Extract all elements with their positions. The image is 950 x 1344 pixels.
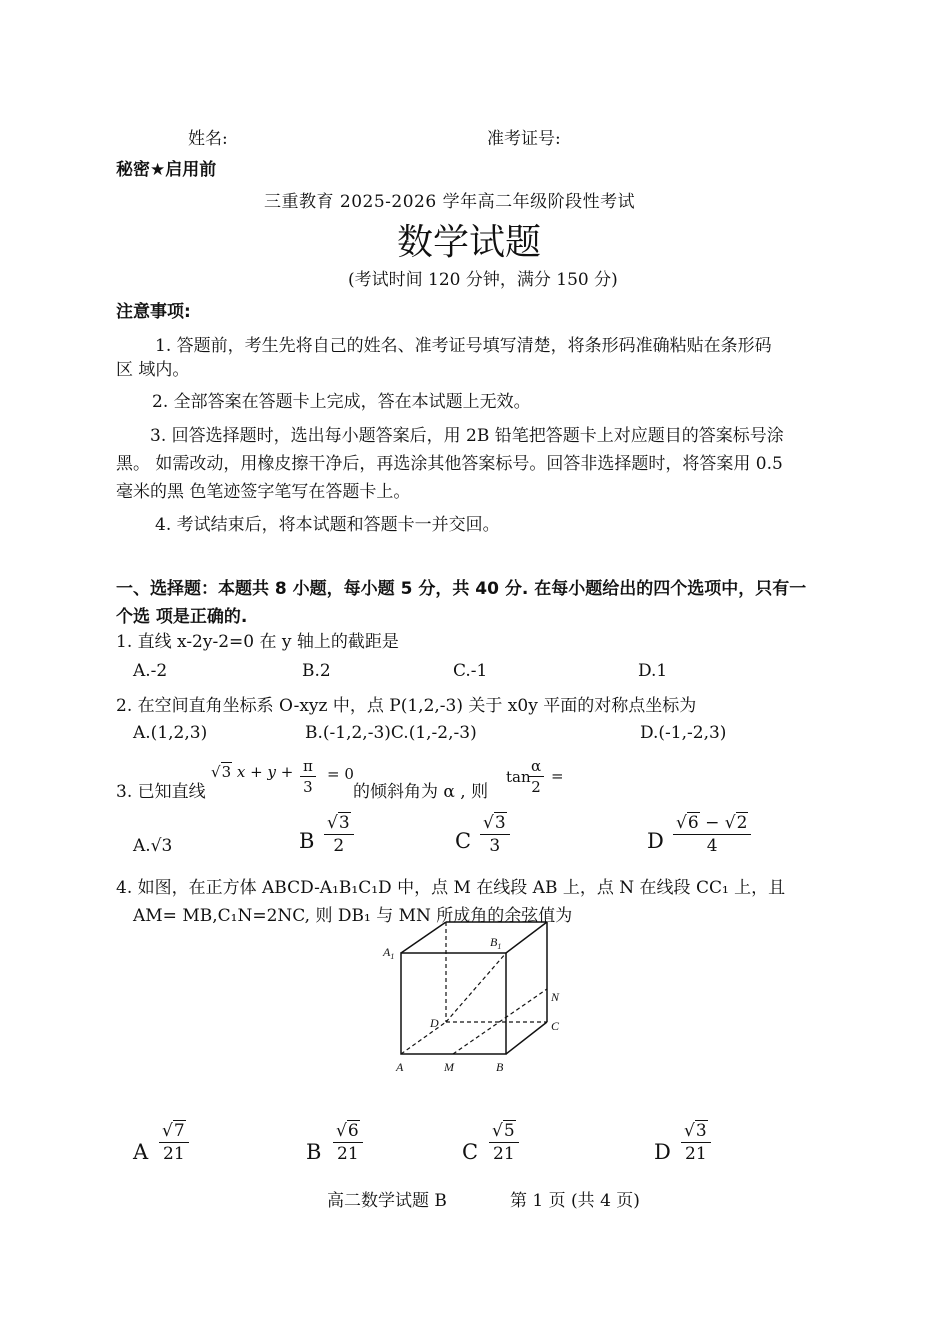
q4-b-denominator: 21 — [337, 1144, 359, 1164]
q3-c-numerator: 3 — [494, 813, 506, 833]
edge-a-d-hidden — [401, 1022, 446, 1054]
label-m: M — [444, 1060, 454, 1074]
q3-eq-three: 3 — [303, 778, 313, 796]
q1-option-b: B.2 — [302, 661, 331, 681]
q3-tan-denominator: 2 — [531, 778, 541, 796]
notice-title: 注意事项: — [116, 302, 191, 322]
q3-d-minus: − — [699, 813, 725, 833]
q3-d-numerator2: 2 — [736, 813, 748, 833]
notice-item-3-line3: 毫米的黑 色笔迹签字笔写在答题卡上。 — [116, 482, 411, 502]
notice-item-4: 4. 考试结束后，将本试题和答题卡一并交回。 — [155, 515, 500, 535]
name-label: 姓名: — [188, 129, 228, 149]
exam-id-label: 准考证号: — [487, 129, 561, 149]
q4-option-c-letter: C — [462, 1140, 479, 1164]
notice-item-3-line1: 3. 回答选择题时，选出每小题答案后，用 2B 铅笔把答题卡上对应题目的答案标号涂 — [150, 426, 784, 446]
exam-title: 三重教育 2025-2026 学年高二年级阶段性考试 — [264, 192, 636, 212]
q3-eq-x: x — [236, 763, 246, 781]
q1-option-c: C.-1 — [453, 661, 488, 681]
q3-option-c-letter: C — [455, 829, 472, 853]
notice-item-3-line2: 黑。 如需改动，用橡皮擦干净后，再选涂其他答案标号。回答非选择题时，将答案用 0.5 — [116, 454, 783, 474]
edge-b-c — [506, 1022, 547, 1054]
q3-stem-prefix: 3. 已知直线 — [116, 782, 206, 802]
q3-tan-numerator: α — [528, 757, 544, 777]
q3-stem-middle: 的倾斜角为 α , 则 — [353, 782, 489, 802]
q4-option-b-fraction: $\frac{√6}{21}$ — [333, 1121, 363, 1164]
q1-option-d: D.1 — [638, 661, 668, 681]
exam-duration: (考试时间 120 分钟，满分 150 分) — [348, 270, 618, 290]
q4-stem-line1: 4. 如图，在正方体 ABCD-A₁B₁C₁D 中，点 M 在线段 AB 上，点 N 在线段 CC₁ 上，且 — [116, 878, 786, 898]
q3-eq-plus2: + — [280, 763, 294, 781]
q3-tan-equals: = — [551, 767, 564, 785]
q4-option-b-letter: B — [306, 1140, 322, 1164]
q4-option-c-fraction: $\frac{√5}{21}$ — [489, 1121, 519, 1164]
q3-eq-pi-over-3 — [300, 757, 316, 796]
label-c: C — [551, 1019, 560, 1033]
q3-eq-pi: π — [300, 757, 316, 777]
label-n: N — [551, 990, 560, 1004]
q3-d-denominator: 4 — [706, 836, 718, 856]
q4-a-denominator: 21 — [163, 1144, 185, 1164]
q2-option-d: D.(-1,-2,3) — [640, 723, 727, 743]
q3-c-denominator: 3 — [489, 836, 501, 856]
q3-eq-y: y — [267, 763, 276, 781]
secret-label: 秘密★启用前 — [116, 160, 217, 180]
q4-c-denominator: 21 — [493, 1144, 515, 1164]
q2-option-a: A.(1,2,3) — [133, 723, 208, 743]
q1-option-a: A.-2 — [133, 661, 168, 681]
label-b1: $B_1$ — [490, 935, 502, 951]
cube-front-face — [401, 953, 506, 1054]
edge-a1-d1 — [401, 922, 446, 953]
q3-eq-radicand: 3 — [221, 763, 232, 781]
q3-option-b-letter: B — [299, 829, 315, 853]
section-title-line1: 一、选择题：本题共 8 小题，每小题 5 分，共 40 分. 在每小题给出的四个选项中，只有一 — [116, 579, 807, 599]
cube-figure — [370, 915, 580, 1080]
notice-item-2: 2. 全部答案在答题卡上完成，答在本试题上无效。 — [152, 392, 531, 412]
q4-a-numerator: 7 — [173, 1121, 185, 1141]
q1-stem: 1. 直线 x-2y-2=0 在 y 轴上的截距是 — [116, 632, 399, 652]
q4-c-numerator: 5 — [503, 1121, 515, 1141]
label-b: B — [496, 1060, 504, 1074]
q3-option-c-fraction: $\frac{√3}{3}$ — [480, 813, 510, 856]
q2-option-bc: B.(-1,2,-3)C.(1,-2,-3) — [305, 723, 477, 743]
q2-stem: 2. 在空间直角坐标系 O-xyz 中，点 P(1,2,-3) 关于 x0y 平面的对称点坐标为 — [116, 696, 697, 716]
q4-option-a-fraction: $\frac{√7}{21}$ — [159, 1121, 189, 1164]
q4-option-d-letter: D — [654, 1140, 671, 1164]
q3-option-a: A.√3 — [133, 836, 173, 856]
q3-b-numerator: 3 — [338, 813, 350, 833]
q3-tan-fraction — [528, 757, 544, 796]
q3-tan-label: tan — [506, 768, 531, 786]
q3-option-d-fraction: $\frac{√6 - √2}{4}$ — [673, 813, 751, 856]
edge-b1-c1 — [506, 922, 547, 953]
label-a: A — [396, 1060, 404, 1074]
label-d: D — [430, 1016, 439, 1030]
q4-d-numerator: 3 — [695, 1121, 707, 1141]
q3-b-denominator: 2 — [333, 836, 345, 856]
label-a1: $A_1$ — [383, 945, 395, 961]
segment-d-b1 — [446, 953, 506, 1022]
q3-eq-plus1: + — [250, 763, 263, 781]
q3-option-d-letter: D — [647, 829, 664, 853]
q3-d-numerator1: 6 — [687, 813, 699, 833]
q4-option-a-letter: A — [133, 1140, 149, 1164]
notice-item-1-line2: 区 域内。 — [116, 360, 190, 380]
notice-item-1-line1: 1. 答题前，考生先将自己的姓名、准考证号填写清楚，将条形码准确粘贴在条形码 — [155, 336, 772, 356]
footer-page-number: 第 1 页 (共 4 页) — [510, 1191, 640, 1211]
q4-stem-line2: AM= MB,C₁N=2NC, 则 DB₁ 与 MN 所成角的余弦值为 — [133, 906, 573, 926]
q3-option-b-fraction: $\frac{√3}{2}$ — [324, 813, 354, 856]
subject-title: 数学试题 — [397, 222, 542, 263]
q3-eq-rest: = 0 — [327, 765, 354, 783]
q4-d-denominator: 21 — [685, 1144, 707, 1164]
section-title-line2: 个选 项是正确的. — [116, 607, 248, 627]
q4-b-numerator: 6 — [347, 1121, 359, 1141]
q4-option-d-fraction: $\frac{√3}{21}$ — [681, 1121, 711, 1164]
footer-subject: 高二数学试题 B — [327, 1191, 447, 1211]
q3-line-equation: √3 x + y + — [211, 763, 294, 781]
